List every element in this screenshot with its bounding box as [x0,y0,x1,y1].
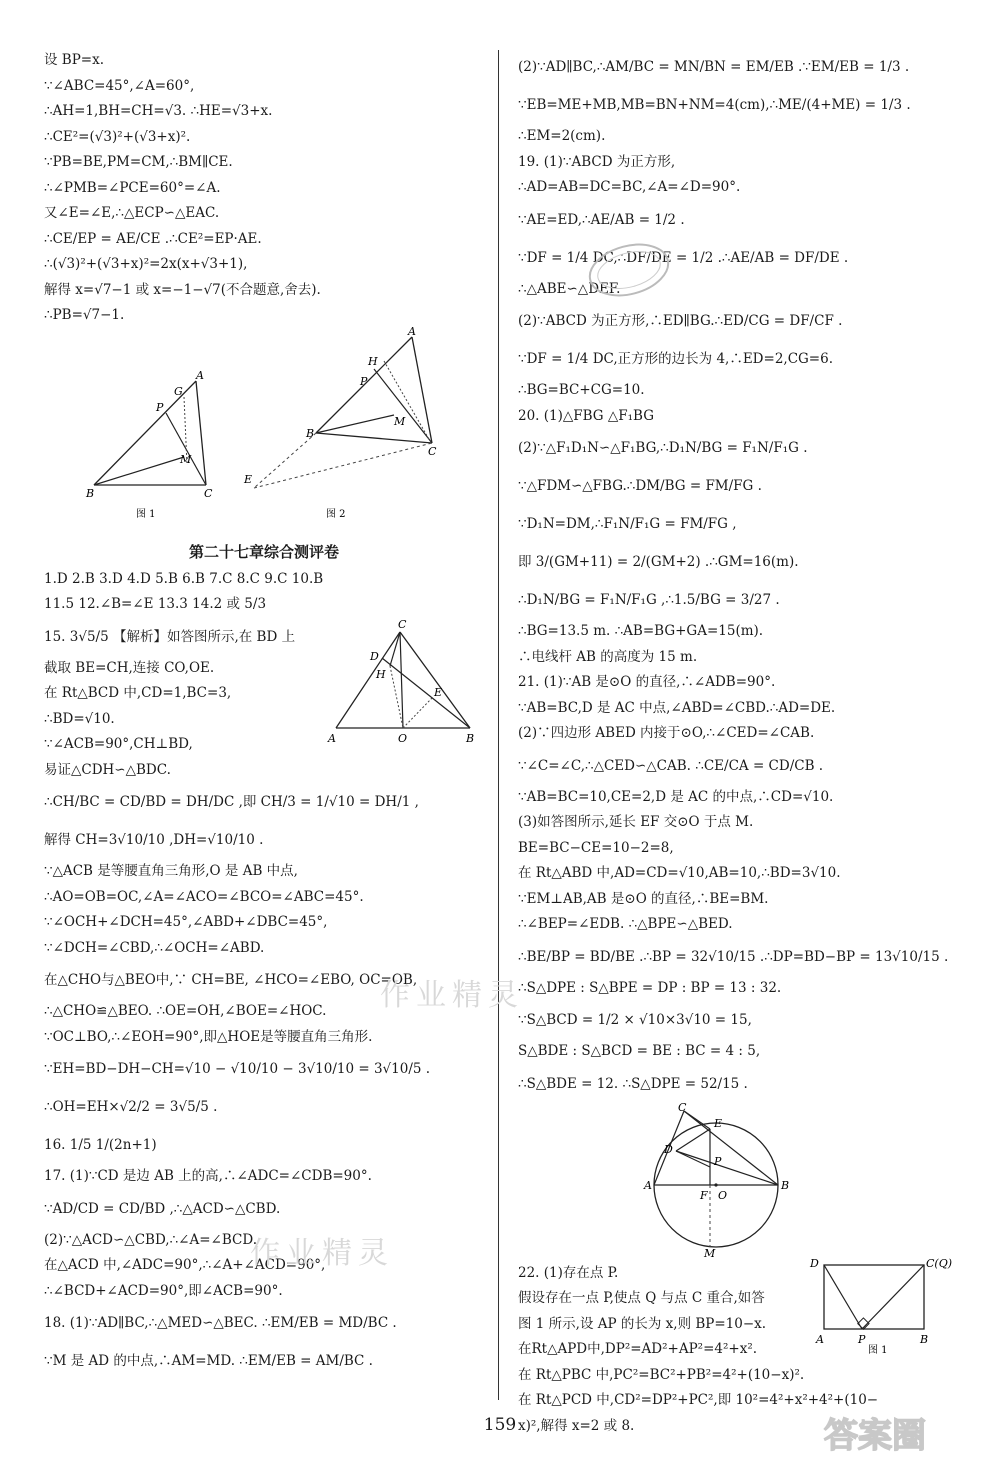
left-column [44,48,484,1380]
text-line: 截取 BE=CH,连接 CO,OE. [44,659,215,676]
circle-figure [518,1100,958,1260]
fig21-label: A [644,1178,652,1192]
fig2-label: M [394,414,406,428]
stamp-icon [584,240,674,300]
text-line: 图 1 所示,设 AP 的长为 x,则 BP=10−x. [518,1315,767,1332]
fig22-label: P [858,1332,866,1346]
text-line: ∵AB=BC,D 是 AC 中点,∠ABD=∠CBD.∴AD=DE. [518,699,836,716]
text-line: 18. (1)∵AD∥BC,∴△MED∽△BEC. ∴EM/EB = MD/BC . [44,1315,397,1331]
fig15-label: D [370,649,379,663]
text-line: ∵D₁N=DM,∴F₁N/F₁G = FM/FG , [518,516,737,532]
text-line: 即 3/(GM+11) = 2/(GM+2) .∴GM=16(m). [518,554,799,570]
fig1-label: P [156,400,164,414]
text-line: 在 Rt△ABD 中,AD=CD=√10,AB=10,∴BD=3√10. [518,865,841,881]
fig21-label: E [714,1116,723,1130]
text-line: ∵DF = 1/4 DC,正方形的边长为 4,∴ED=2,CG=6. [518,351,834,367]
text-line: ∴电线杆 AB 的高度为 15 m. [518,648,698,665]
fig1-label: C [204,486,213,500]
text-line: ∵∠DCH=∠CBD,∴∠OCH=∠ABD. [44,939,265,956]
text-line: ∵OC⊥BO,∴∠EOH=90°,即△HOE是等腰直角三角形. [44,1028,373,1045]
text-line: (2)∵△ACD∽△CBD,∴∠A=∠BCD. [44,1231,257,1248]
text-line: (3)如答图所示,延长 EF 交⊙O 于点 M. [518,814,754,830]
text-line: 在Rt△APD中,DP²=AD²+AP²=4²+x². [518,1341,758,1357]
fig2-label: P [360,374,368,388]
logo-icon [820,1409,990,1459]
text-line: 在△CHO与△BEO中,∵ CH=BE, ∠HCO=∠EBO, OC=OB, [44,972,418,988]
fig21-label: D [664,1142,673,1156]
text-line: ∵AD/CD = CD/BD ,∴△ACD∽△CBD. [44,1200,281,1217]
q21-figure [518,1100,958,1260]
fig15-label: E [434,685,443,699]
text-line: 19. (1)∵ABCD 为正方形, [518,153,676,170]
fig22-label: C(Q) [926,1256,953,1270]
q21-block [518,670,958,1103]
watermark-text: 作业精灵 [250,1236,394,1271]
text-line: ∴D₁N/BG = F₁N/F₁G ,∴1.5/BG = 3/27 . [518,592,780,608]
text-line: 21. (1)∵AB 是⊙O 的直径,∴∠ADB=90°. [518,674,776,690]
text-line: 在△ACD 中,∠ADC=90°,∴∠A+∠ACD=90°, [44,1257,326,1273]
text-line: ∵∠OCH+∠DCH=45°,∠ABD+∠DBC=45°, [44,914,328,930]
text-line: 在 Rt△PBC 中,PC²=BC²+PB²=4²+(10−x)². [518,1366,805,1383]
text-line: 在 Rt△BCD 中,CD=1,BC=3, [44,685,232,701]
q15-block [44,618,484,1127]
text-line: 20. (1)△FBG △F₁BG [518,407,654,424]
section-title: 第二十七章综合测评卷 [188,542,339,561]
text-line: 解得 x=√7−1 或 x=−1−√7(不合题意,舍去). [44,281,321,298]
watermark-text: 作业精灵 [380,978,524,1013]
logo-text: 答案圈 [824,1416,926,1456]
text-line: ∴(√3)²+(√3+x)²=2x(x+√3+1), [44,256,248,272]
text-line: ∵AB=BC=10,CE=2,D 是 AC 的中点,∴CD=√10. [518,788,834,805]
text-line: S△BDE : S△BCD = BE : BC = 4 : 5, [518,1043,761,1059]
q15-figure [328,618,478,748]
fig15-label: C [398,617,407,631]
text-line: ∴PB=√7−1. [44,307,125,323]
text-line: ∴△ABE∽△DEF. [518,280,621,297]
fig15-label: A [328,731,336,745]
text-line: ∵DF = 1/4 DC,∴DF/DE = 1/2 .∴AE/AB = DF/DE . [518,249,849,266]
fig21-label: F [700,1188,708,1202]
q18-cont-block [518,48,958,150]
fig1-label: B [86,486,95,500]
fig21-label: M [704,1246,716,1260]
answers-line: 11.5 12.∠B=∠E 13.3 14.2 或 5/3 [44,596,267,612]
text-line: ∵∠ABC=45°,∠A=60°, [44,77,195,94]
text-line: ∴BG=BC+CG=10. [518,382,645,398]
text-line: 易证△CDH∽△BDC. [44,761,171,778]
text-line: (2)∵ABCD 为正方形,∴ED∥BG.∴ED/CG = DF/CF . [518,313,843,329]
fig15-label: O [398,731,408,745]
fig22-label: A [816,1332,824,1346]
text-line: 17. (1)∵CD 是边 AB 上的高,∴∠ADC=∠CDB=90°. [44,1168,372,1184]
text-line: ∴∠PMB=∠PCE=60°=∠A. [44,179,221,196]
fig22-label: B [920,1332,929,1346]
answers-line: 1.D 2.B 3.D 4.D 5.B 6.B 7.C 8.C 9.C 10.B [44,570,324,587]
fig21-label: O [718,1188,728,1202]
text-line: ∴∠BCD+∠ACD=90°,即∠ACB=90°. [44,1282,283,1299]
text-line: ∴AH=1,BH=CH=√3. ∴HE=√3+x. [44,103,273,119]
text-line: ∵∠ACB=90°,CH⊥BD, [44,736,193,752]
page-number: 159 [483,1415,517,1435]
fig1-label: G [174,384,183,398]
fig21-label: P [714,1154,722,1168]
text-line: x)²,解得 x=2 或 8. [518,1417,635,1434]
fig15-label: H [376,667,386,681]
fig2-label: B [306,426,315,440]
text-line: ∴CH/BC = CD/BD = DH/DC ,即 CH/3 = 1/√10 = DH/1 , [44,794,419,810]
text-line: ∴OH=EH×√2/2 = 3√5/5 . [44,1099,218,1115]
fig22-caption: 图 1 [868,1344,888,1356]
text-line: ∴CE/EP = AE/CE .∴CE²=EP·AE. [44,230,262,247]
text-line: ∴AD=AB=DC=BC,∠A=∠D=90°. [518,179,741,195]
text-line: ∴CE²=(√3)²+(√3+x)². [44,128,191,145]
text-line: ∵S△BCD = 1/2 × √10×3√10 = 15, [518,1012,752,1028]
text-line: ∵EH=BD−DH−CH=√10 − √10/10 − 3√10/10 = 3√10/5 . [44,1061,431,1077]
text-line: ∵M 是 AD 的中点,∴AM=MD. ∴EM/EB = AM/BC . [44,1353,373,1369]
text-line: ∴BG=13.5 m. ∴AB=BG+GA=15(m). [518,623,764,639]
text-line: ∵△FDM∽△FBG.∴DM/BG = FM/FG . [518,478,762,494]
text-line: ∵EB=ME+MB,MB=BN+NM=4(cm),∴ME/(4+ME) = 1/3 . [518,97,911,113]
fig1-label: A [196,368,204,382]
fig21-label: C [678,1100,687,1114]
fig2-label: C [428,444,437,458]
text-line: ∴BD=√10. [44,710,115,727]
text-line: ∵∠C=∠C,∴△CED∽△CAB. ∴CE/CA = CD/CB . [518,757,824,774]
q20-block [518,404,958,671]
text-line: 22. (1)存在点 P. [518,1264,619,1281]
text-line: BE=BC−CE=10−2=8, [518,839,674,856]
text-line: 又∠E=∠E,∴△ECP∽△EAC. [44,205,220,221]
q16-line: 16. 1/5 1/(2n+1) [44,1137,157,1153]
text-line: (2)∵△F₁D₁N∽△F₁BG,∴D₁N/BG = F₁N/F₁G . [518,440,808,456]
text-line: ∵EM⊥AB,AB 是⊙O 的直径,∴BE=BM. [518,890,769,907]
fig2-caption: 图 2 [326,508,346,520]
fig2-label: H [368,354,378,368]
text-line: ∴S△BDE = 12. ∴S△DPE = 52/15 . [518,1075,748,1092]
text-line: ∴S△DPE : S△BPE = DP : BP = 13 : 32. [518,979,782,996]
text-line: 假设存在一点 P,使点 Q 与点 C 重合,如答 [518,1290,765,1306]
fig2-label: A [408,324,416,338]
text-line: ∴BE/BP = BD/BE .∴BP = 32√10/15 .∴DP=BD−BP = 13√10/15 . [518,948,949,965]
text-line: ∴∠BEP=∠EDB. ∴△BPE∽△BED. [518,916,733,932]
text-line: ∴△CHO≌△BEO. ∴OE=OH,∠BOE=∠HOC. [44,1003,327,1019]
q22-figure [808,1255,958,1355]
text-line: (2)∵AD∥BC,∴AM/BC = MN/BN = EM/EB .∵EM/EB = 1/3 . [518,59,910,75]
left-top-block [44,48,484,329]
text-line: (2)∵四边形 ABED 内接于⊙O,∴∠CED=∠CAB. [518,725,815,741]
text-line: ∵△ACB 是等腰直角三角形,O 是 AB 中点, [44,863,298,879]
fig22-label: D [810,1256,819,1270]
text-line: ∴AO=OB=OC,∠A=∠ACO=∠BCO=∠ABC=45°. [44,888,364,905]
triangle-figures [44,324,484,533]
fig21-label: B [781,1178,790,1192]
text-line: ∴EM=2(cm). [518,128,606,144]
fig1-label: M [180,452,192,466]
answer-logo [820,1409,990,1463]
text-line: ∵PB=BE,PM=CM,∴BM∥CE. [44,154,233,170]
text-line: 设 BP=x. [44,52,105,68]
fig2-label: E [244,472,253,486]
fig1-caption: 图 1 [136,508,156,520]
text-line: 解得 CH=3√10/10 ,DH=√10/10 . [44,832,264,848]
text-line: ∵AE=ED,∴AE/AB = 1/2 . [518,211,685,228]
column-divider [498,50,499,1400]
q18-block [44,1304,484,1380]
fig15-label: B [466,731,475,745]
figures-top [44,324,484,533]
text-line: 15. 3√5/5 【解析】如答图所示,在 BD 上 [44,628,296,645]
text-line: 在 Rt△PCD 中,CD²=DP²+PC²,即 10²=4²+x²+4²+(10− [518,1392,879,1408]
